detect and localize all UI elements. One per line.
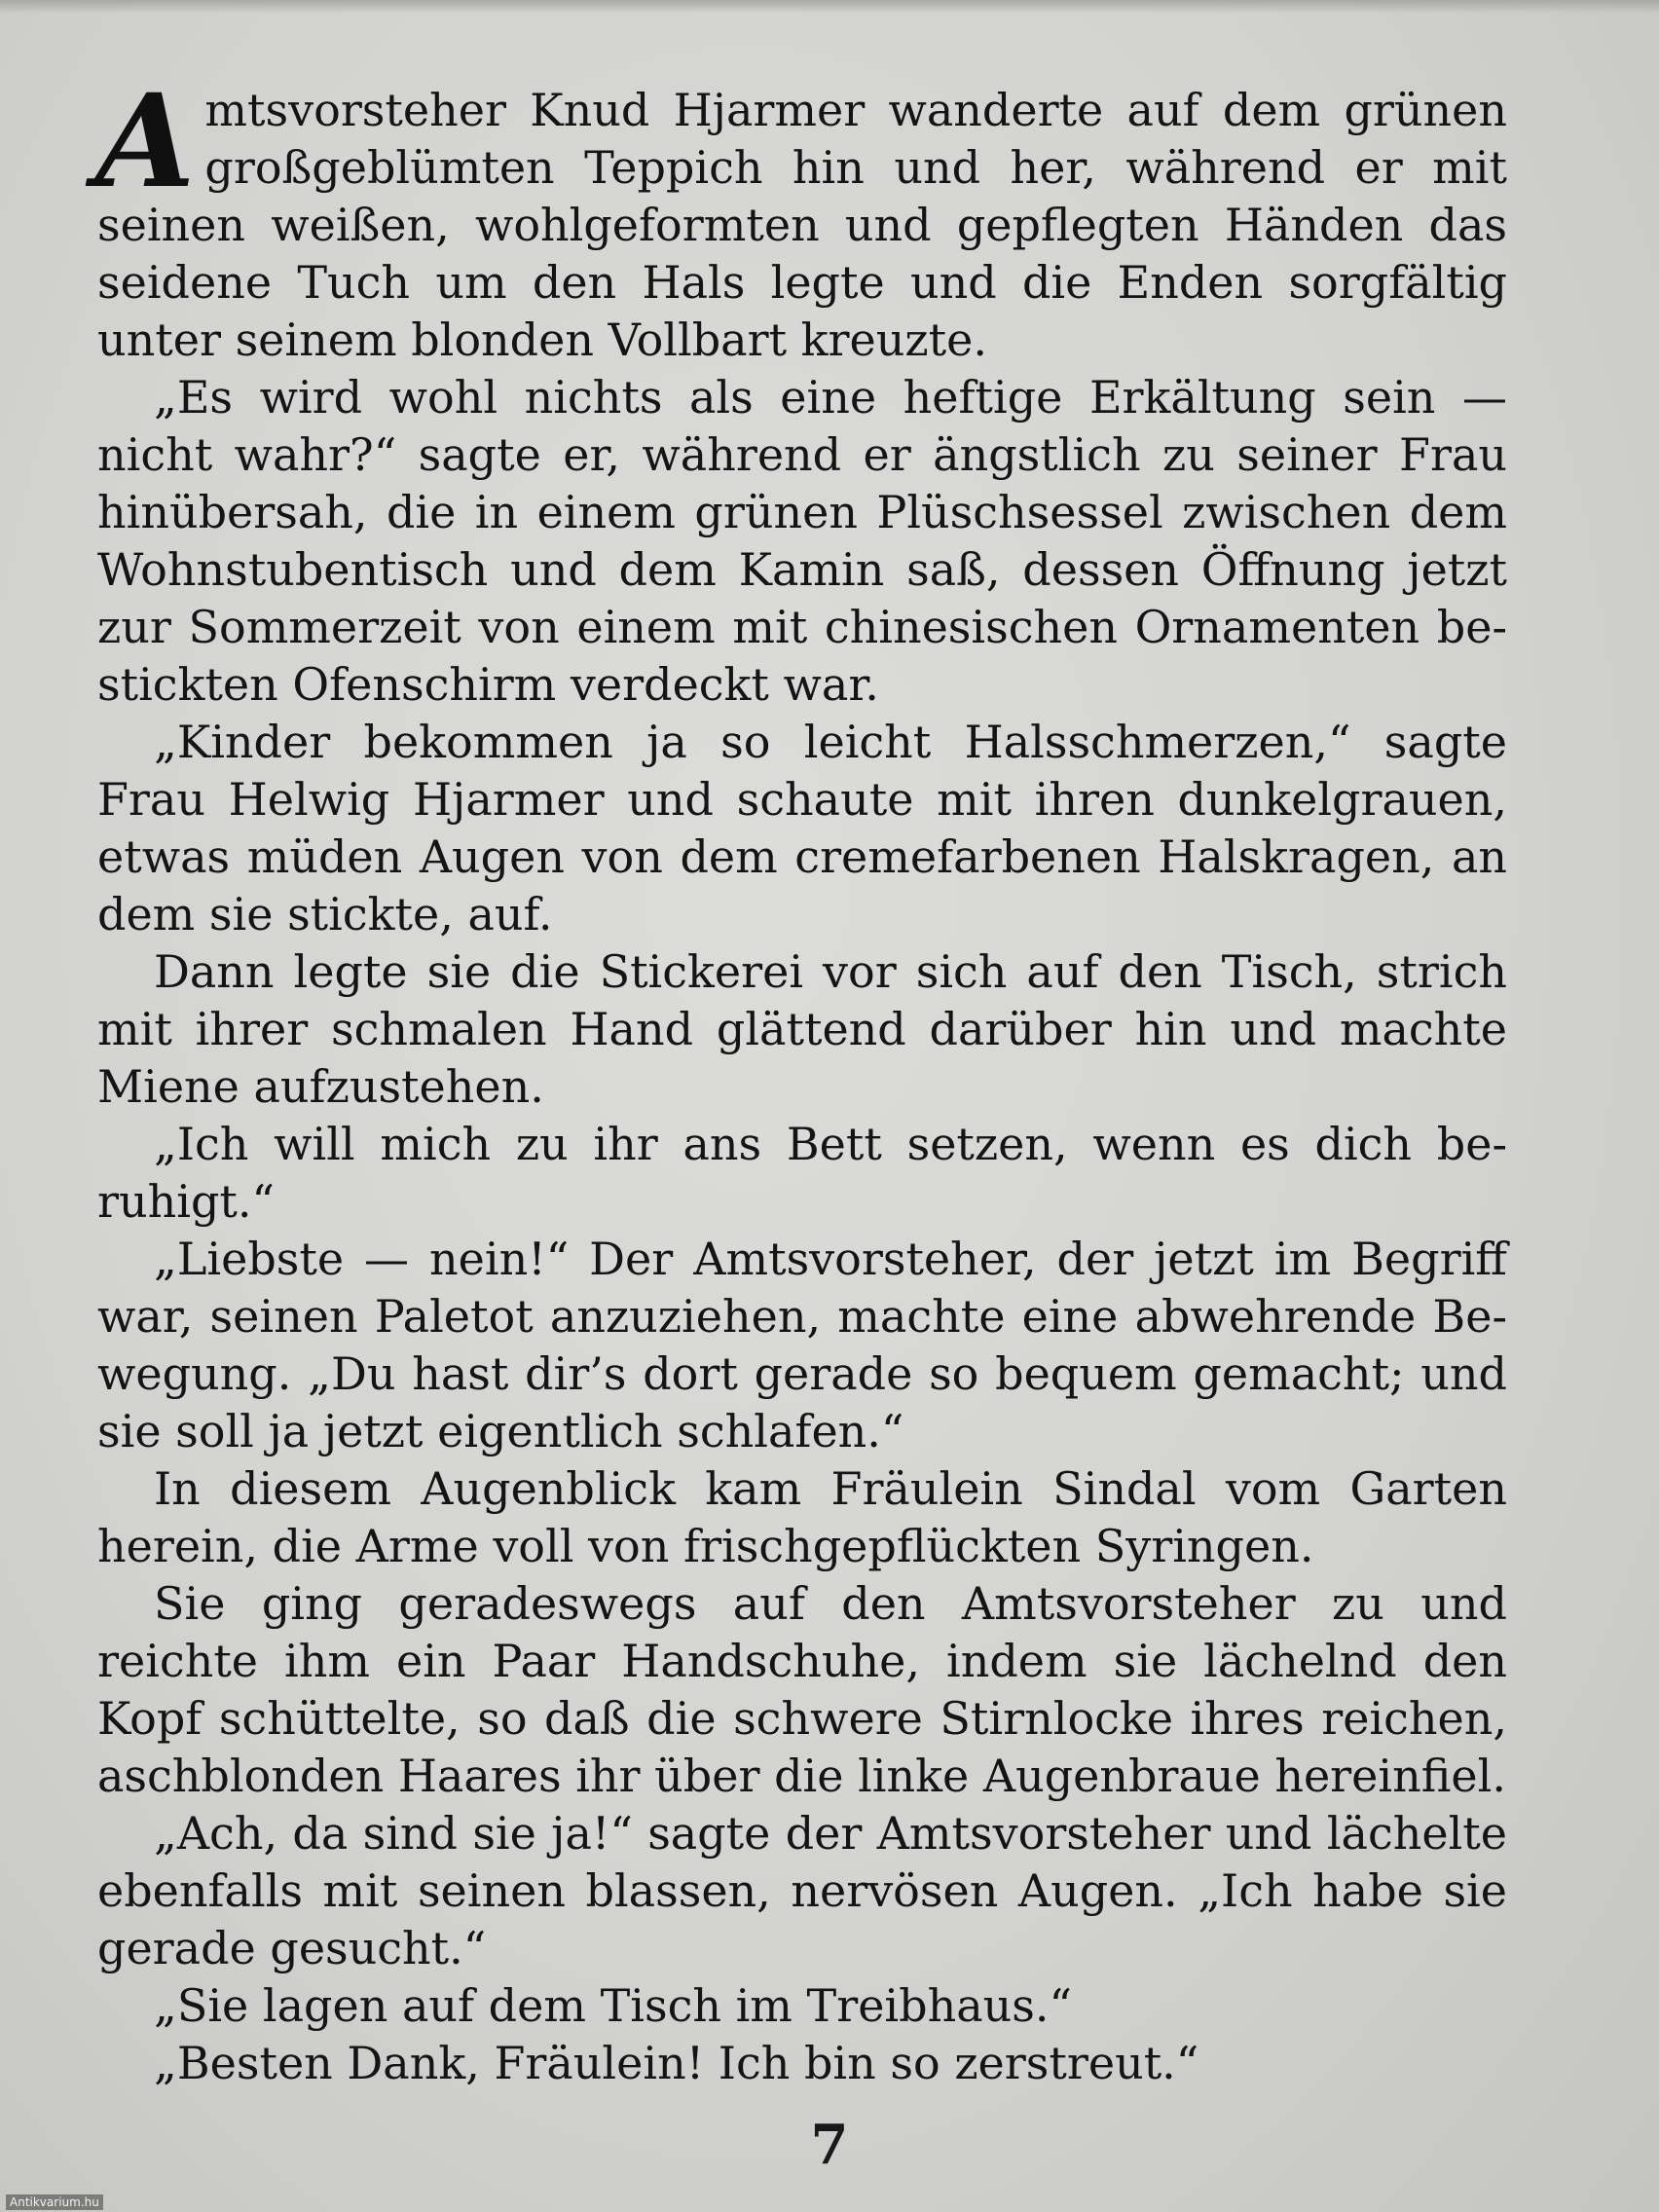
paragraph-11: „Besten Dank, Fräulein! Ich bin so zerstreut.“ <box>154 2037 1199 2089</box>
paragraph-4: Dann legte sie die Stickerei vor sich auf den Tisch, strich mit ihrer schmalen Hand glättend darüber hin und machte Miene aufzustehen. <box>97 945 1507 1113</box>
watermark: Antikvarium.hu <box>6 2194 103 2210</box>
drop-cap: A <box>95 66 196 217</box>
page-edge-shadow <box>0 0 1659 14</box>
paragraph-6: „Liebste — nein!“ Der Amtsvorsteher, der jetzt im Begriff war, seinen Paletot anzuziehen, machte eine abwehrende Be-wegung. „Du hast dir’s dort gerade so bequem gemacht; und sie soll ja jetzt eigentlich schlafen.“ <box>97 1233 1507 1457</box>
paragraph-9: „Ach, da sind sie ja!“ sagte der Amtsvorsteher und lächelte ebenfalls mit seinen blassen, nervösen Augen. „Ich habe sie gerade gesucht.“ <box>97 1807 1507 1974</box>
paragraph-8: Sie ging geradeswegs auf den Amtsvorsteher zu und reichte ihm ein Paar Handschuhe, indem sie lächelnd den Kopf schüttelte, so daß die schwere Stirnlocke ihres reichen, aschblonden Haares ihr über die linke Augenbraue hereinfiel. <box>97 1577 1507 1802</box>
paragraph-10: „Sie lagen auf dem Tisch im Treibhaus.“ <box>154 1979 1072 2032</box>
page-number: 7 <box>810 2113 849 2177</box>
paragraph-3: „Kinder bekommen ja so leicht Halsschmerzen,“ sagte Frau Helwig Hjarmer und schaute mit ihren dunkelgrauen, etwas müden Augen von dem cremefarbenen Halskragen, an dem sie stickte, auf. <box>97 716 1507 940</box>
paragraph-text: mtsvorsteher Knud Hjarmer wanderte auf dem grünen großgeblümten Teppich hin und her, während er mit seinen weißen, wohlgeformten und gepflegten Händen das seidene Tuch um den Hals legte und die Enden sorgfältig unter seinem blonden Vollbart kreuzte. <box>97 84 1507 366</box>
paragraph-7: In diesem Augenblick kam Fräulein Sindal vom Garten herein, die Arme voll von frischgepflückten Syringen. <box>97 1462 1507 1572</box>
body-text <box>95 66 1507 2092</box>
paragraph-5: „Ich will mich zu ihr ans Bett setzen, wenn es dich be-ruhigt.“ <box>97 1118 1507 1228</box>
paragraph-2: „Es wird wohl nichts als eine heftige Erkältung sein — nicht wahr?“ sagte er, während er ängstlich zu seiner Frau hinübersah, die in einem grünen Plüschsessel zwischen dem Wohnstubentisch und dem Kamin saß, dessen Öffnung jetzt zur Sommerzeit von einem mit chinesischen Ornamenten be-stickten Ofenschirm verdeckt war. <box>97 371 1507 711</box>
paragraph-1 <box>95 66 1507 369</box>
